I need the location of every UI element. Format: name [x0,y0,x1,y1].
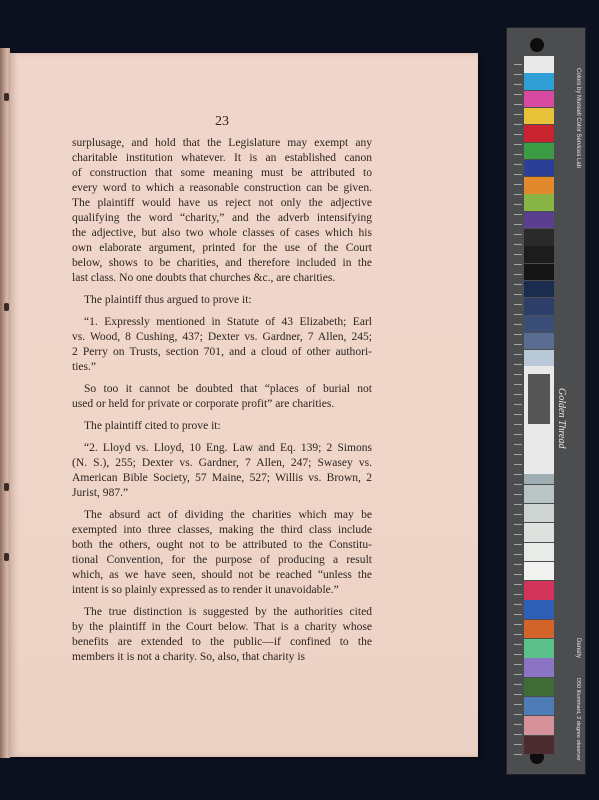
color-swatch [524,333,554,350]
color-swatch [524,56,554,73]
text-line: ties.” [72,361,97,373]
color-swatch [524,143,554,160]
color-swatch [524,316,554,333]
binding-mark [4,483,9,491]
golden-thread-logo [524,366,554,474]
text-line: both the others, ought not to be attributed to the Constitu- [72,539,372,551]
text-line: (N. S.), 255; Dexter vs. Gardner, 7 Allen, 247; Swasey vs. [72,457,372,469]
text-line: The true distinction is suggested by the authorities cited [84,606,372,618]
color-swatch [524,523,554,542]
text-line: charitable institution whatever. It is an established canon [72,152,372,164]
color-swatch [524,229,554,246]
text-line: benefits are extended to the public—if confined to the [72,636,372,648]
color-swatch [524,125,554,142]
color-swatch [524,73,554,90]
target-density-label: Density [575,638,581,659]
color-swatch [524,581,554,600]
color-swatch [524,716,554,735]
color-swatch [524,194,554,211]
text-line: qualifying the word “charity,” and the adverb intensifying [72,212,372,224]
text-line: used or held for private or corporate profit” are charities. [72,398,335,410]
text-line: own elaborate argument, printed for the use of the Court [72,242,372,254]
color-swatch [524,264,554,281]
color-swatch [524,600,554,619]
color-swatch [524,485,554,504]
text-line: exempted into three classes, making the third class include [72,524,372,536]
text-line: below, shows to be charities, and therefore included in the [72,257,372,269]
paragraph [72,293,372,308]
text-line: The plaintiff would have us reject not only the adjective [72,197,372,209]
page-number: 23 [215,114,229,129]
target-side-label: Colors by Munsell Color Services Lab [575,68,581,169]
color-swatch [524,108,554,125]
target-hole [530,38,544,52]
paragraph [72,315,372,375]
color-swatch [524,736,554,755]
text-line: Jurist, 987.” [72,487,129,499]
paragraph [72,605,372,665]
binding-mark [4,303,9,311]
color-swatch [524,639,554,658]
text-line: of construction that some meaning must be attributed to [72,167,372,179]
page-body-text [72,136,372,672]
color-swatch [524,658,554,677]
color-swatch [524,543,554,562]
binding-mark [4,553,9,561]
color-calibration-target [506,27,586,775]
color-swatch [524,350,554,367]
color-swatch [524,212,554,229]
text-line: American Bible Society, 57 Maine, 527; Willis vs. Brown, 2 [72,472,372,484]
ruler-scale [514,64,522,764]
color-swatch [524,177,554,194]
binding-mark [4,93,9,101]
paragraph [72,441,372,501]
text-line: by the plaintiff in the Court below. That is a charity whose [72,621,372,633]
text-line: which, as we have seen, should not be reached “unless the [72,569,372,581]
color-swatch [524,281,554,298]
text-line: The absurd act of dividing the charities which may be [84,509,372,521]
color-swatch [524,678,554,697]
text-line: So too it cannot be doubted that “places of burial not [84,383,372,395]
color-swatch [524,562,554,581]
target-brand-label: Golden Thread [556,388,567,449]
text-line: “2. Lloyd vs. Lloyd, 10 Eng. Law and Eq. 139; 2 Simons [84,442,372,454]
text-line: intent is so plainly expressed as to render it unavoidable.” [72,584,339,596]
text-line: vs. Wood, 8 Cushing, 437; Dexter vs. Gardner, 7 Allen, 245; [72,331,372,343]
text-line: every word to which a reasonable construction can be given. [72,182,372,194]
text-line: surplusage, and hold that the Legislature may exempt any [72,137,372,149]
paragraph [72,508,372,598]
text-line: The plaintiff cited to prove it: [84,420,221,432]
color-swatch [524,246,554,263]
color-swatch [524,697,554,716]
previous-page-edge [0,48,10,758]
color-swatch [524,298,554,315]
paragraph [72,419,372,434]
paragraph [72,382,372,412]
text-line: last class. No one doubts that churches &c., are charities. [72,272,336,284]
color-swatch [524,160,554,177]
paragraph [72,136,372,286]
color-swatch [524,91,554,108]
text-line: “1. Expressly mentioned in Statute of 43 Elizabeth; Earl [84,316,372,328]
text-line: tional Convention, for the purpose of producing a result [72,554,372,566]
text-line: members it is not a charity. So, also, that charity is [72,651,306,663]
text-line: The plaintiff thus argued to prove it: [84,294,252,306]
text-line: the adjective, but also two whole classes of cases which his [72,227,372,239]
text-line: 2 Perry on Trusts, section 701, and a cloud of other authori- [72,346,372,358]
target-illuminant-label: D50 Illuminant, 2 degree observer [575,678,581,761]
color-swatch [524,620,554,639]
color-swatch [524,504,554,523]
